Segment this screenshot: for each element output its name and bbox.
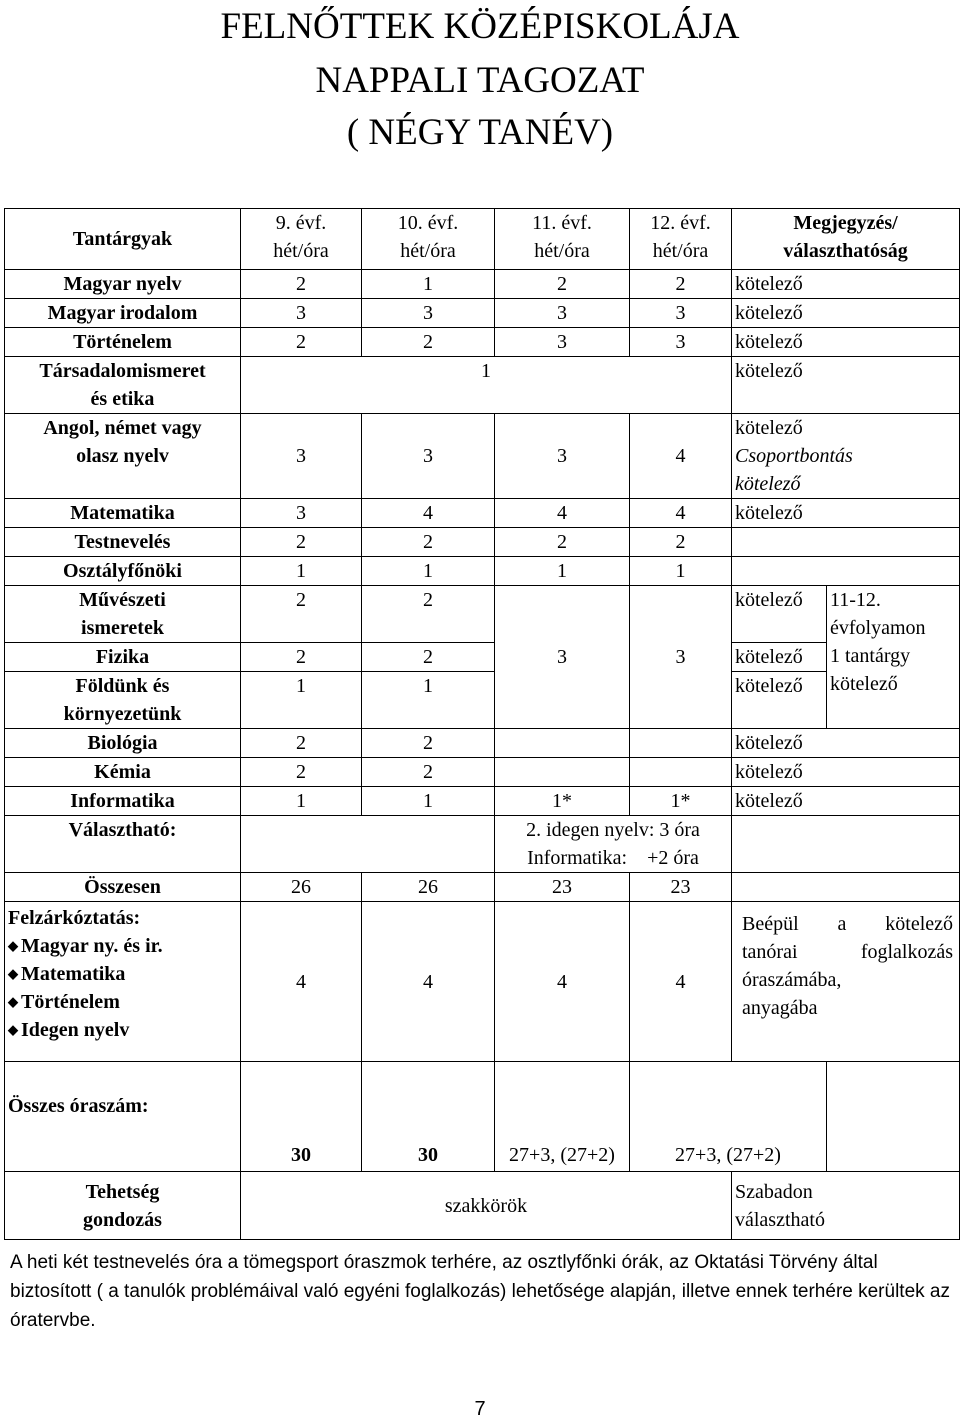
cell-note bbox=[732, 816, 960, 873]
subject-name: Testnevelés bbox=[5, 528, 241, 557]
cell-note: kötelező bbox=[732, 586, 827, 643]
row-foldunk bbox=[5, 672, 960, 729]
cell-g11: 4 bbox=[495, 499, 630, 528]
subject-name: Angol, német vagy olasz nyelv bbox=[5, 414, 241, 499]
row-muveszeti bbox=[5, 586, 960, 643]
page-title-line-3: ( NÉGY TANÉV) bbox=[346, 112, 614, 153]
cell-g12: 3 bbox=[630, 299, 732, 328]
cell-g10: 1 bbox=[362, 787, 495, 816]
cell-g12: 4 bbox=[630, 414, 732, 499]
row-osztalyfonoki bbox=[5, 557, 960, 586]
cell-g10: 3 bbox=[362, 414, 495, 499]
cell-note: kötelező bbox=[732, 499, 960, 528]
cell-g10: 2 bbox=[362, 758, 495, 787]
cell-g10: 1 bbox=[362, 270, 495, 299]
cell-g11: 1* bbox=[495, 787, 630, 816]
cell-g12: 2 bbox=[630, 528, 732, 557]
row-magyar-irodalom bbox=[5, 299, 960, 328]
cell-g9: 1 bbox=[241, 672, 362, 729]
cell-note: kötelező bbox=[732, 643, 827, 672]
header-grade-9: 9. évf. hét/óra bbox=[241, 209, 362, 270]
cell-g11 bbox=[495, 729, 630, 758]
row-magyar-nyelv bbox=[5, 270, 960, 299]
cell-g10: 4 bbox=[362, 499, 495, 528]
cell-note: kötelező bbox=[732, 672, 827, 729]
cell-szakkorok: szakkörök bbox=[241, 1172, 732, 1240]
cell-g12: 4 bbox=[630, 499, 732, 528]
cell-g9: 3 bbox=[241, 299, 362, 328]
row-tarsadalomismeret bbox=[5, 357, 960, 414]
list-item: ◆ Idegen nyelv bbox=[8, 1016, 237, 1044]
cell-g9: 3 bbox=[241, 499, 362, 528]
subject-name: Művészeti ismeretek bbox=[5, 586, 241, 643]
cell-g12: 27+3, (27+2) bbox=[630, 1062, 827, 1172]
cell-g12 bbox=[630, 729, 732, 758]
cell-note: kötelező bbox=[732, 328, 960, 357]
cell-g10: 2 bbox=[362, 586, 495, 643]
cell-note: Szabadon választható bbox=[732, 1172, 960, 1240]
cell-g12: 2 bbox=[630, 270, 732, 299]
page-title-line-1: FELNŐTTEK KÖZÉPISKOLÁJA bbox=[220, 6, 740, 47]
row-testneveles bbox=[5, 528, 960, 557]
subject-name: Történelem bbox=[5, 328, 241, 357]
row-osszes-oraszam bbox=[5, 1062, 960, 1172]
row-valaszthato bbox=[5, 816, 960, 873]
subject-name: Fizika bbox=[5, 643, 241, 672]
cell-g12: 3 bbox=[630, 328, 732, 357]
header-grade-11: 11. évf. hét/óra bbox=[495, 209, 630, 270]
cell-g10: 2 bbox=[362, 528, 495, 557]
cell-note bbox=[732, 528, 960, 557]
cell-g9: 30 bbox=[241, 1062, 362, 1172]
header-note: Megjegyzés/ választhatóság bbox=[732, 209, 960, 270]
cell-g9: 1 bbox=[241, 557, 362, 586]
subject-name: Társadalomismeret és etika bbox=[5, 357, 241, 414]
cell-elective-text: 2. idegen nyelv: 3 óra Informatika: +2 óra bbox=[495, 816, 732, 873]
cell-note bbox=[827, 1062, 960, 1172]
subject-name: Földünk és környezetünk bbox=[5, 672, 241, 729]
list-item: ◆ Történelem bbox=[8, 988, 237, 1016]
cell-note bbox=[732, 557, 960, 586]
list-item: ◆ Magyar ny. és ir. bbox=[8, 932, 237, 960]
cell-g11-merged: 3 bbox=[495, 586, 630, 729]
cell-g9: 2 bbox=[241, 758, 362, 787]
cell-g10: 4 bbox=[362, 902, 495, 1062]
cell-g9: 4 bbox=[241, 902, 362, 1062]
cell-g9: 2 bbox=[241, 729, 362, 758]
subject-name: Osztályfőnöki bbox=[5, 557, 241, 586]
cell-note: kötelező bbox=[732, 729, 960, 758]
row-matematika bbox=[5, 499, 960, 528]
cell-g9: 2 bbox=[241, 586, 362, 643]
subject-name: Összes óraszám: bbox=[5, 1062, 241, 1172]
cell-g10: 30 bbox=[362, 1062, 495, 1172]
side-note: 11-12. évfolyamon 1 tantárgy kötelező bbox=[827, 586, 960, 729]
page-number: 7 bbox=[474, 1398, 486, 1420]
cell-g11: 3 bbox=[495, 299, 630, 328]
footnote: A heti két testnevelés óra a tömegsport óraszmok terhére, az osztlyfőnki órák, az Oktatási Törvény által biztosított ( a tanulók problémáival való egyéni foglalkozás) lehetősége alapján, illetve ennek terhére kerültek az óratervbe. bbox=[10, 1252, 950, 1331]
subject-name: Kémia bbox=[5, 758, 241, 787]
header-grade-10: 10. évf. hét/óra bbox=[362, 209, 495, 270]
cell-g9: 1 bbox=[241, 787, 362, 816]
cell-g12 bbox=[630, 758, 732, 787]
header-subject: Tantárgyak bbox=[5, 209, 241, 270]
subject-name: Felzárkóztatás: ◆ Magyar ny. és ir. ◆ Matematika ◆ Történelem ◆ Idegen nyelv bbox=[5, 902, 241, 1062]
curriculum-table bbox=[4, 208, 960, 1240]
row-osszesen bbox=[5, 873, 960, 902]
cell-g9-12: 1 bbox=[241, 357, 732, 414]
cell-note: kötelező bbox=[732, 270, 960, 299]
cell-g11: 3 bbox=[495, 328, 630, 357]
subject-name: Magyar nyelv bbox=[5, 270, 241, 299]
cell-g11: 23 bbox=[495, 873, 630, 902]
subject-name: Informatika bbox=[5, 787, 241, 816]
row-tortenelem bbox=[5, 328, 960, 357]
cell-note: kötelező Csoportbontás kötelező bbox=[732, 414, 960, 499]
row-fizika bbox=[5, 643, 960, 672]
cell-g9: 2 bbox=[241, 328, 362, 357]
row-felzarkoztatas bbox=[5, 902, 960, 1062]
row-informatika bbox=[5, 787, 960, 816]
list-item: ◆ Matematika bbox=[8, 960, 237, 988]
header-grade-12: 12. évf. hét/óra bbox=[630, 209, 732, 270]
cell-g9: 26 bbox=[241, 873, 362, 902]
cell-g9: 2 bbox=[241, 528, 362, 557]
cell-g12: 1* bbox=[630, 787, 732, 816]
cell-g10: 2 bbox=[362, 643, 495, 672]
cell-g12: 1 bbox=[630, 557, 732, 586]
row-tehetseg bbox=[5, 1172, 960, 1240]
cell-g10: 26 bbox=[362, 873, 495, 902]
row-biologia bbox=[5, 729, 960, 758]
cell-g11: 3 bbox=[495, 414, 630, 499]
cell-g9-10 bbox=[241, 816, 495, 873]
cell-g12: 23 bbox=[630, 873, 732, 902]
cell-note: kötelező bbox=[732, 357, 960, 414]
cell-g11: 27+3, (27+2) bbox=[495, 1062, 630, 1172]
row-idegen-nyelv bbox=[5, 414, 960, 499]
cell-g12-merged: 3 bbox=[630, 586, 732, 729]
cell-g11: 1 bbox=[495, 557, 630, 586]
cell-g9: 3 bbox=[241, 414, 362, 499]
cell-g10: 1 bbox=[362, 672, 495, 729]
cell-g10: 3 bbox=[362, 299, 495, 328]
row-kemia bbox=[5, 758, 960, 787]
cell-note bbox=[732, 873, 960, 902]
cell-g11: 2 bbox=[495, 270, 630, 299]
cell-note: kötelező bbox=[732, 787, 960, 816]
cell-note: kötelező bbox=[732, 299, 960, 328]
page-title-line-2: NAPPALI TAGOZAT bbox=[315, 60, 645, 101]
cell-g12: 4 bbox=[630, 902, 732, 1062]
subject-name: Magyar irodalom bbox=[5, 299, 241, 328]
header-row bbox=[5, 209, 960, 270]
cell-note: Beépül a kötelező tanórai foglalkozás óraszámába, anyagába bbox=[732, 902, 960, 1062]
cell-g10: 1 bbox=[362, 557, 495, 586]
cell-g9: 2 bbox=[241, 270, 362, 299]
subject-name: Tehetség gondozás bbox=[5, 1172, 241, 1240]
subject-name: Biológia bbox=[5, 729, 241, 758]
cell-g11: 4 bbox=[495, 902, 630, 1062]
cell-g10: 2 bbox=[362, 328, 495, 357]
cell-g11 bbox=[495, 758, 630, 787]
subject-name: Összesen bbox=[5, 873, 241, 902]
cell-note: kötelező bbox=[732, 758, 960, 787]
subject-name: Matematika bbox=[5, 499, 241, 528]
cell-g10: 2 bbox=[362, 729, 495, 758]
subject-name: Választható: bbox=[5, 816, 241, 873]
cell-g11: 2 bbox=[495, 528, 630, 557]
cell-g9: 2 bbox=[241, 643, 362, 672]
